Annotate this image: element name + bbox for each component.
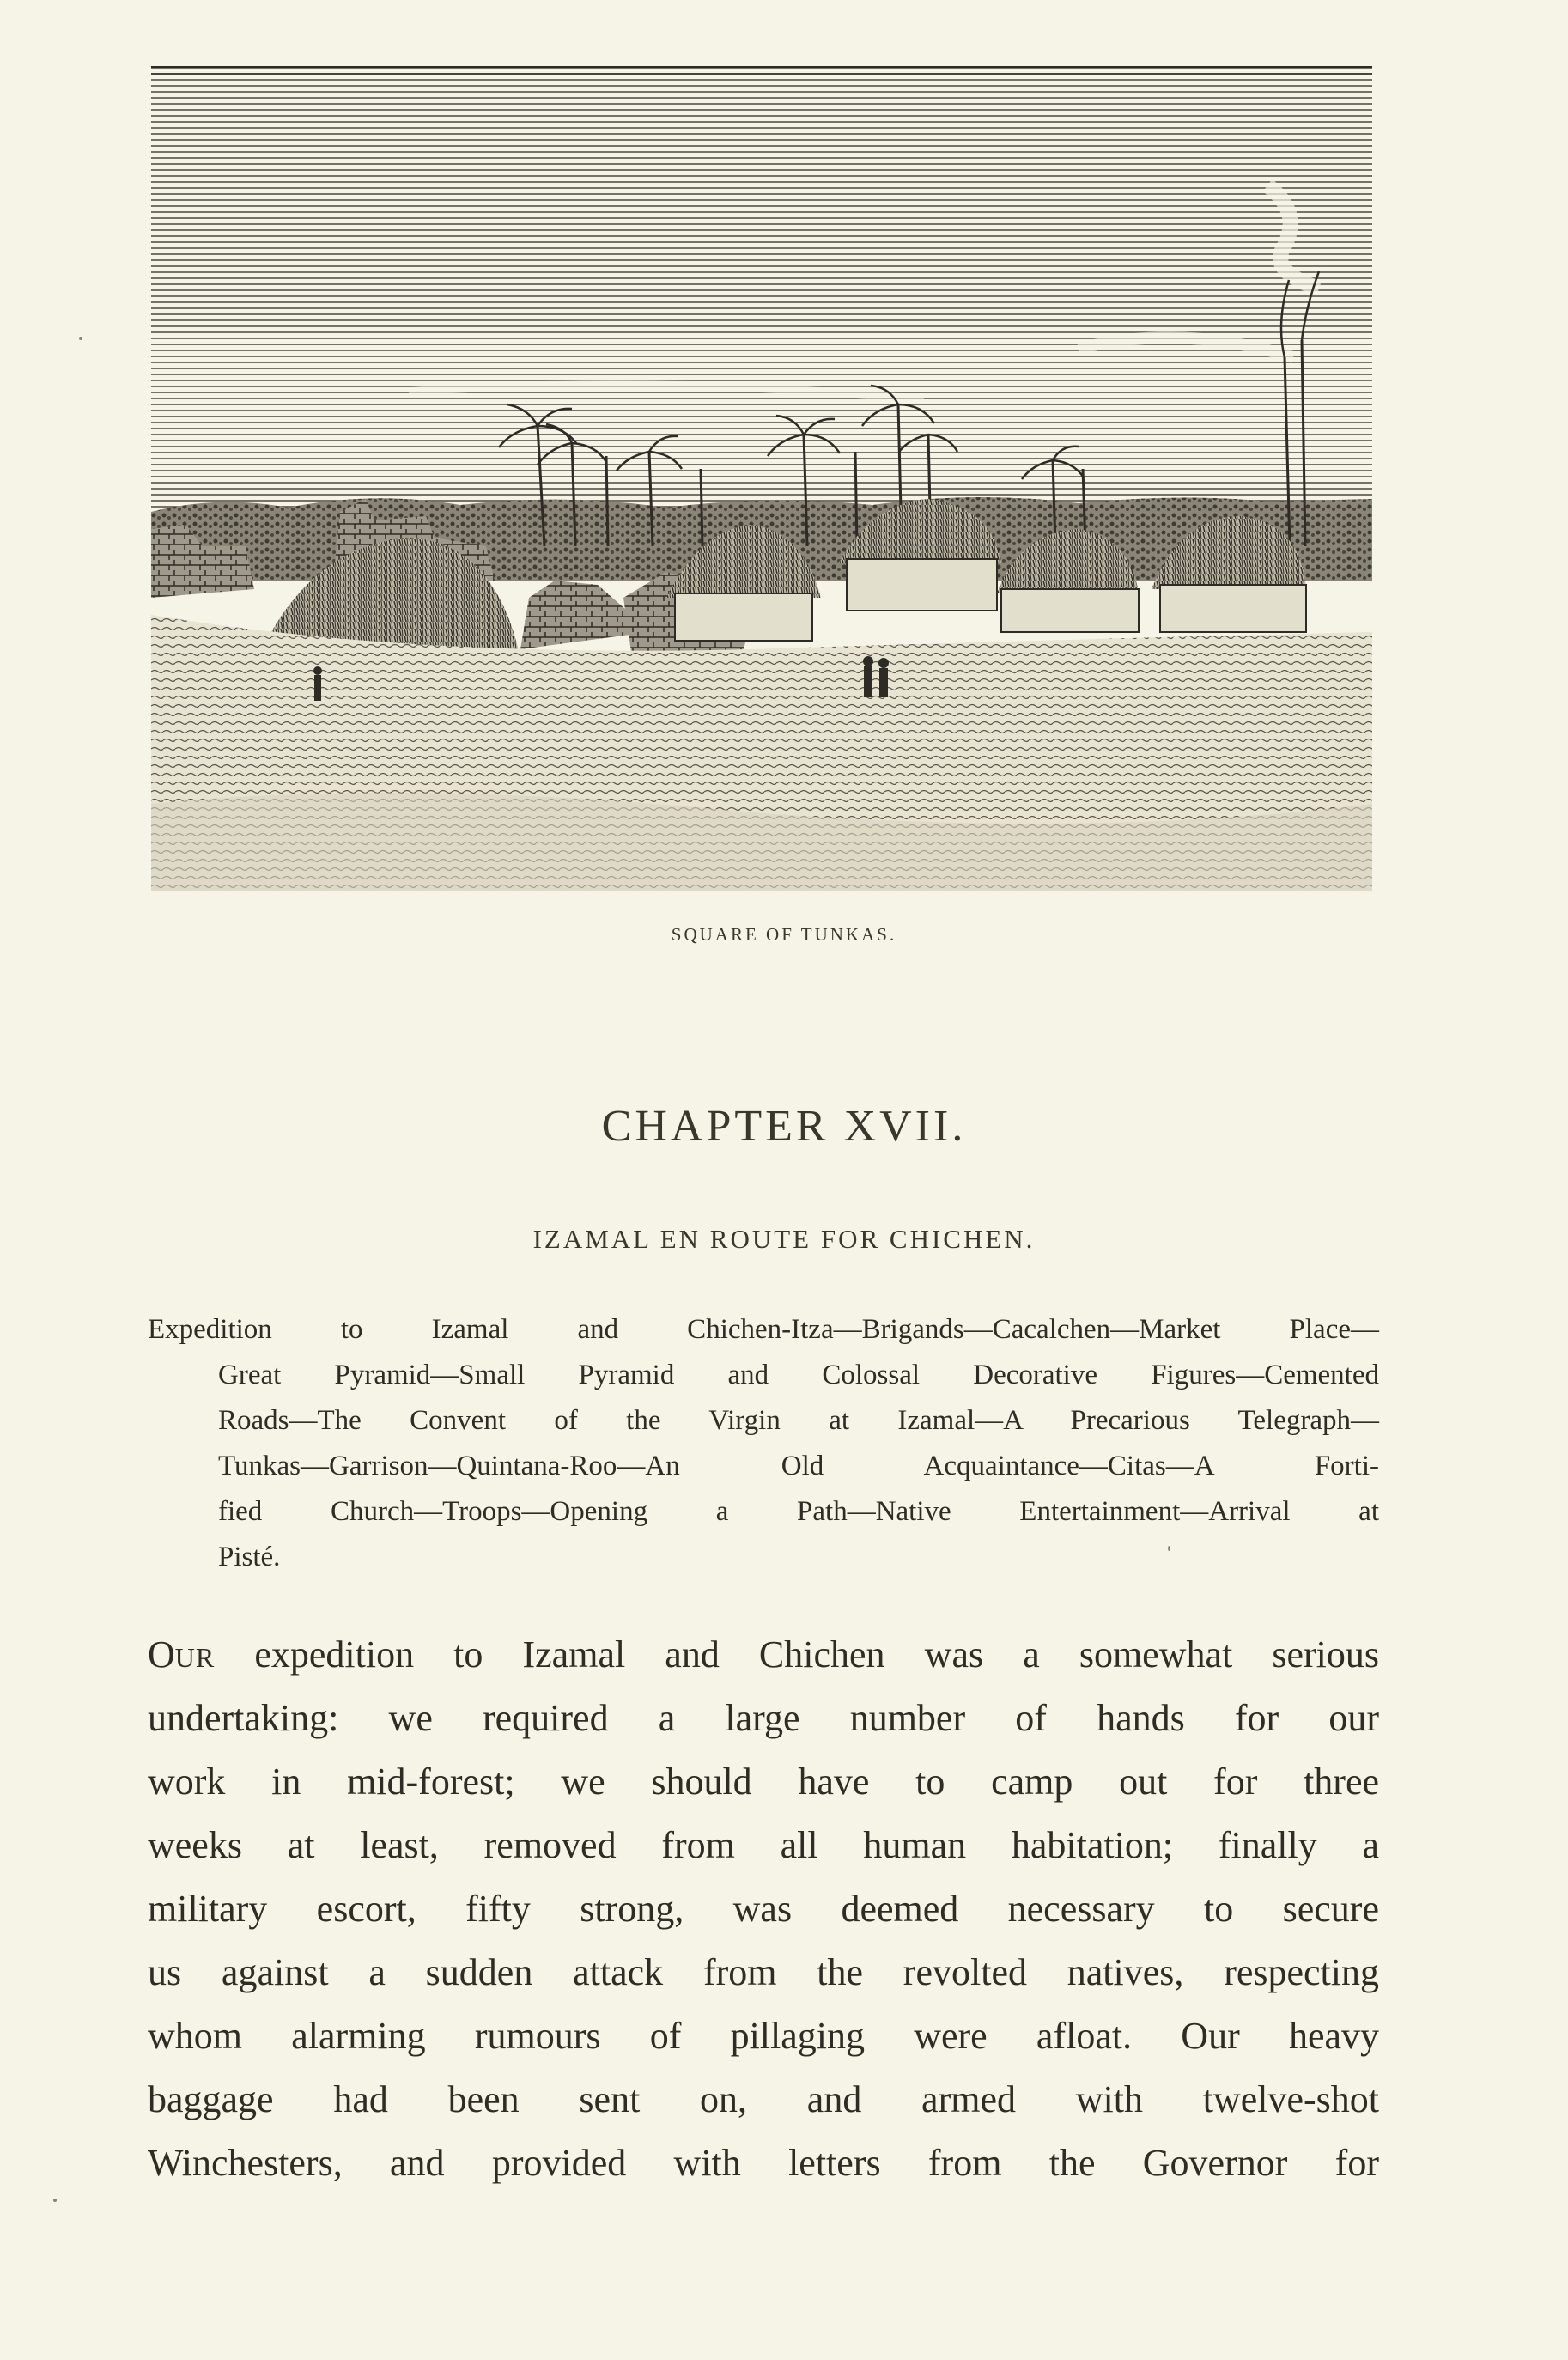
paper-speck [1168, 1546, 1170, 1551]
body-line-first [148, 1623, 1379, 1687]
chapter-synopsis [148, 1307, 1379, 1580]
initial-letter: O [148, 1633, 175, 1676]
synopsis-line: fied Church—Troops—Opening a Path—Native Entertainment—Arrival at [218, 1496, 1379, 1527]
body-line: work in mid-forest; we should have to camp out for three [148, 1761, 1379, 1803]
body-line: us against a sudden attack from the revolted natives, respecting [148, 1951, 1379, 1993]
figure-caption: SQUARE OF TUNKAS. [671, 924, 897, 945]
synopsis-line: Great Pyramid—Small Pyramid and Colossal Decorative Figures—Cemented [218, 1359, 1379, 1390]
body-line: undertaking: we required a large number of hands for our [148, 1697, 1379, 1739]
paper-speck [79, 337, 82, 340]
body-line: weeks at least, removed from all human habitation; finally a [148, 1824, 1379, 1866]
body-line: whom alarming rumours of pillaging were afloat. Our heavy [148, 2015, 1379, 2057]
body-line: military escort, fifty strong, was deemed necessary to secure [148, 1888, 1379, 1930]
paper-speck [53, 2199, 57, 2202]
engraving-illustration [151, 65, 1372, 891]
chapter-title: CHAPTER XVII. [601, 1102, 967, 1151]
synopsis-line: Roads—The Convent of the Virgin at Izamal—A Precarious Telegraph— [218, 1405, 1379, 1436]
body-line: Winchesters, and provided with letters from the Governor for [148, 2142, 1379, 2184]
body-paragraph [148, 1623, 1379, 2195]
initial-word-smallcaps: UR [174, 1642, 216, 1673]
synopsis-line: Pisté. [218, 1542, 281, 1572]
synopsis-line: Expedition to Izamal and Chichen-Itza—Brigands—Cacalchen—Market Place— [148, 1314, 1379, 1345]
body-line: baggage had been sent on, and armed with twelve-shot [148, 2078, 1379, 2120]
synopsis-line: Tunkas—Garrison—Quintana-Roo—An Old Acquaintance—Citas—A Forti- [218, 1451, 1379, 1481]
chapter-subtitle: IZAMAL EN ROUTE FOR CHICHEN. [532, 1224, 1036, 1254]
first-line-text: expedition to Izamal and Chichen was a somewhat serious [215, 1633, 1379, 1676]
